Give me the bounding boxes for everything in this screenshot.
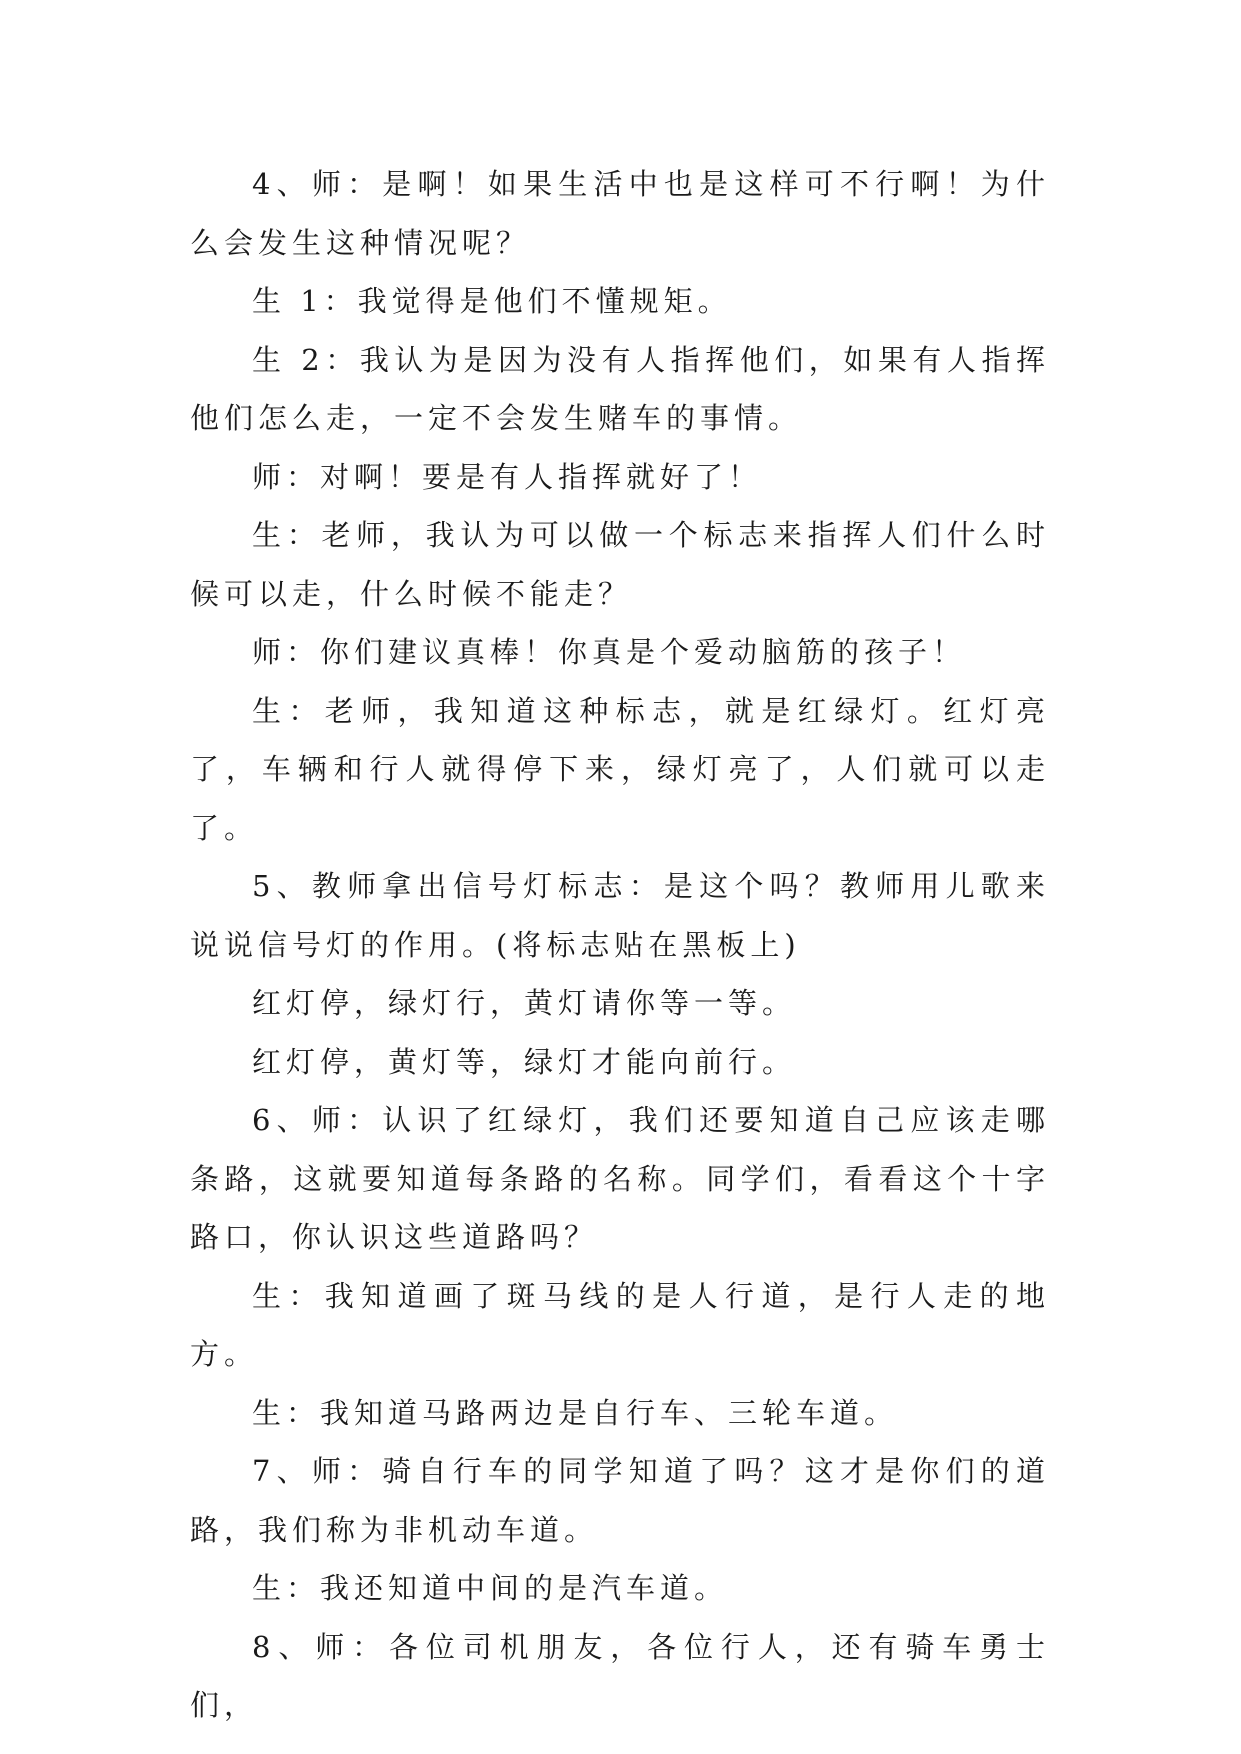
paragraph-teacher-nonmotor-7: 7、师：骑自行车的同学知道了吗？这才是你们的道路，我们称为非机动车道。 xyxy=(190,1454,1050,1547)
paragraph-teacher-roads-6: 6、师：认识了红绿灯，我们还要知道自己应该走哪条路，这就要知道每条路的名称。同学们，看看这个十字路口，你认识这些道路吗？ xyxy=(190,1103,1050,1254)
paragraph-student-bike-lane: 生：我知道马路两边是自行车、三轮车道。 xyxy=(252,1395,899,1430)
paragraph-teacher-address-8: 8、师：各位司机朋友，各位行人，还有骑车勇士们， xyxy=(190,1629,1050,1722)
paragraph-teacher-praise: 师：你们建议真棒！你真是个爱动脑筋的孩子！ xyxy=(252,635,967,669)
paragraph-teacher-response: 师：对啊！要是有人指挥就好了！ xyxy=(252,459,763,494)
document-body xyxy=(190,155,1050,1735)
paragraph-student-sidewalk: 生：我知道画了斑马线的是人行道，是行人走的地方。 xyxy=(190,1278,1050,1371)
paragraph-rhyme-line-1: 红灯停，绿灯行，黄灯请你等一等。 xyxy=(252,986,797,1020)
paragraph-teacher-question-4: 4、师：是啊！如果生活中也是这样可不行啊！为什么会发生这种情况呢？ xyxy=(190,167,1050,260)
paragraph-rhyme-line-2: 红灯停，黄灯等，绿灯才能向前行。 xyxy=(252,1044,797,1079)
paragraph-student-car-lane: 生：我还知道中间的是汽车道。 xyxy=(252,1571,729,1605)
paragraph-student-2-answer: 生 2：我认为是因为没有人指挥他们，如果有人指挥他们怎么走，一定不会发生赌车的事情。 xyxy=(190,342,1050,435)
paragraph-teacher-signal-5: 5、教师拿出信号灯标志：是这个吗？教师用儿歌来说说信号灯的作用。(将标志贴在黑板上) xyxy=(190,869,1050,962)
paragraph-student-sign-idea: 生：老师，我认为可以做一个标志来指挥人们什么时候可以走，什么时候不能走？ xyxy=(190,518,1050,611)
paragraph-student-traffic-light: 生：老师，我知道这种标志，就是红绿灯。红灯亮了，车辆和行人就得停下来，绿灯亮了，人们就可以走了。 xyxy=(190,693,1050,845)
paragraph-student-1-answer: 生 1：我觉得是他们不懂规矩。 xyxy=(252,284,732,318)
